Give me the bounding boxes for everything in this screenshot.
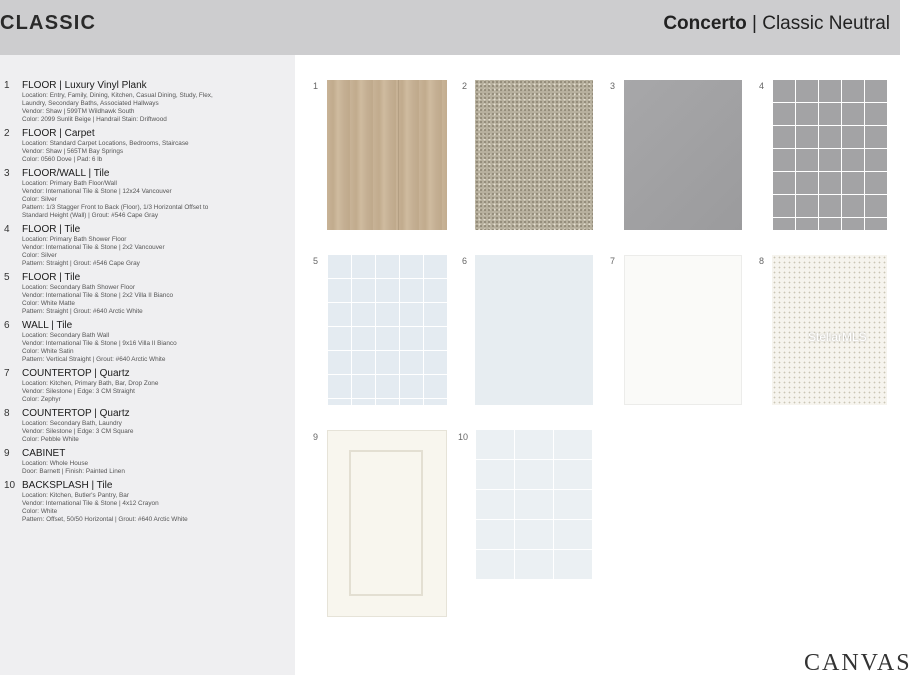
sample-number: 9 bbox=[313, 432, 319, 442]
selection-detail: Door: Barnett | Finish: Painted Linen bbox=[22, 468, 125, 475]
selection-detail: Standard Height (Wall) | Grout: #546 Cape Gray bbox=[22, 212, 159, 219]
sample-primary-shower-floor-tile bbox=[772, 80, 887, 230]
selection-detail: Color: White bbox=[22, 508, 58, 515]
selection-detail: Color: 0560 Dove | Pad: 6 lb bbox=[22, 156, 103, 163]
selection-number: 4 bbox=[4, 224, 10, 235]
canvas-logo: CANVAS bbox=[804, 650, 912, 676]
selection-item bbox=[0, 368, 295, 404]
selection-detail: Color: White Satin bbox=[22, 348, 74, 355]
selection-item bbox=[0, 272, 295, 316]
selection-detail: Vendor: Silestone | Edge: 3 CM Square bbox=[22, 428, 134, 435]
sample-secondary-shower-floor-tile bbox=[327, 255, 447, 405]
sample-wall-tile bbox=[475, 255, 593, 405]
selection-detail: Color: Silver bbox=[22, 196, 57, 203]
selection-detail: Pattern: 1/3 Stagger Front to Back (Floor), 1/3 Horizontal Offset to bbox=[22, 204, 209, 211]
collection-title bbox=[663, 13, 890, 35]
sample-carpet bbox=[475, 80, 593, 230]
sample-quartz-zephyr bbox=[624, 255, 742, 405]
selection-detail: Vendor: International Tile & Stone | 2x2 Villa II Bianco bbox=[22, 292, 174, 299]
collection-separator: | bbox=[752, 13, 757, 34]
selection-detail: Pattern: Straight | Grout: #640 Arctic White bbox=[22, 308, 143, 315]
selection-number: 8 bbox=[4, 408, 10, 419]
sample-floor-wall-tile bbox=[624, 80, 742, 230]
sample-backsplash-tile bbox=[475, 430, 593, 580]
selection-item bbox=[0, 128, 295, 164]
selection-item bbox=[0, 480, 295, 524]
selection-detail: Location: Secondary Bath Wall bbox=[22, 332, 110, 339]
selection-detail: Location: Entry, Family, Dining, Kitchen, Casual Dining, Study, Flex, bbox=[22, 92, 213, 99]
selection-item bbox=[0, 408, 295, 444]
selection-number: 7 bbox=[4, 368, 10, 379]
watermark: StellarMLS bbox=[808, 330, 867, 344]
sample-number: 8 bbox=[759, 256, 765, 266]
selection-title: COUNTERTOP | Quartz bbox=[22, 408, 130, 419]
selection-number: 9 bbox=[4, 448, 10, 459]
selection-detail: Laundry, Secondary Baths, Associated Hallways bbox=[22, 100, 159, 107]
selection-detail: Vendor: International Tile & Stone | 9x16 Villa II Bianco bbox=[22, 340, 177, 347]
selection-title: FLOOR/WALL | Tile bbox=[22, 168, 110, 179]
selection-item bbox=[0, 224, 295, 268]
selection-number: 6 bbox=[4, 320, 10, 331]
selection-detail: Color: Silver bbox=[22, 252, 57, 259]
selection-title: COUNTERTOP | Quartz bbox=[22, 368, 130, 379]
selection-number: 10 bbox=[4, 480, 16, 491]
selection-title: BACKSPLASH | Tile bbox=[22, 480, 113, 491]
selection-detail: Vendor: International Tile & Stone | 4x12 Crayon bbox=[22, 500, 159, 507]
selection-title: WALL | Tile bbox=[22, 320, 73, 331]
selection-detail: Color: White Matte bbox=[22, 300, 75, 307]
sample-number: 1 bbox=[313, 81, 319, 91]
sample-number: 10 bbox=[458, 432, 469, 442]
selection-item bbox=[0, 320, 295, 364]
collection-style: Classic Neutral bbox=[762, 13, 890, 34]
sample-number: 3 bbox=[610, 81, 616, 91]
selection-detail: Vendor: Silestone | Edge: 3 CM Straight bbox=[22, 388, 135, 395]
selection-detail: Color: 2099 Sunlit Beige | Handrail Stain: Driftwood bbox=[22, 116, 167, 123]
selection-detail: Location: Secondary Bath Shower Floor bbox=[22, 284, 135, 291]
selection-number: 1 bbox=[4, 80, 10, 91]
selection-title: FLOOR | Tile bbox=[22, 224, 81, 235]
selection-title: CABINET bbox=[22, 448, 66, 459]
selection-detail: Vendor: Shaw | 599TM Wildhawk South bbox=[22, 108, 135, 115]
selection-number: 5 bbox=[4, 272, 10, 283]
selection-detail: Pattern: Vertical Straight | Grout: #640 Arctic White bbox=[22, 356, 166, 363]
selection-detail: Location: Kitchen, Primary Bath, Bar, Drop Zone bbox=[22, 380, 159, 387]
brand-title: CLASSIC bbox=[0, 12, 97, 34]
collection-name: Concerto bbox=[663, 13, 747, 34]
selection-detail: Location: Primary Bath Shower Floor bbox=[22, 236, 127, 243]
selection-number: 2 bbox=[4, 128, 10, 139]
sample-number: 7 bbox=[610, 256, 616, 266]
selection-detail: Vendor: International Tile & Stone | 2x2 Vancouver bbox=[22, 244, 165, 251]
selection-detail: Location: Secondary Bath, Laundry bbox=[22, 420, 122, 427]
selection-detail: Color: Zephyr bbox=[22, 396, 61, 403]
selection-detail: Vendor: Shaw | 565TM Bay Springs bbox=[22, 148, 124, 155]
selection-detail: Location: Standard Carpet Locations, Bedrooms, Staircase bbox=[22, 140, 189, 147]
plank-seam bbox=[398, 80, 399, 230]
selection-detail: Pattern: Offset, 50/50 Horizontal | Grout: #640 Arctic White bbox=[22, 516, 188, 523]
sample-number: 6 bbox=[462, 256, 468, 266]
selection-detail: Vendor: International Tile & Stone | 12x24 Vancouver bbox=[22, 188, 172, 195]
selection-detail: Location: Kitchen, Butler's Pantry, Bar bbox=[22, 492, 129, 499]
cabinet-panel bbox=[349, 450, 423, 596]
selection-detail: Location: Primary Bath Floor/Wall bbox=[22, 180, 117, 187]
header-bar bbox=[0, 0, 900, 55]
selection-detail: Pattern: Straight | Grout: #546 Cape Gray bbox=[22, 260, 140, 267]
selection-detail: Location: Whole House bbox=[22, 460, 89, 467]
sample-number: 4 bbox=[759, 81, 765, 91]
selection-item bbox=[0, 80, 295, 124]
selection-item bbox=[0, 448, 295, 476]
selection-detail: Color: Pebble White bbox=[22, 436, 79, 443]
selection-list bbox=[0, 80, 295, 528]
selection-number: 3 bbox=[4, 168, 10, 179]
selection-title: FLOOR | Carpet bbox=[22, 128, 95, 139]
selection-title: FLOOR | Luxury Vinyl Plank bbox=[22, 80, 147, 91]
selection-title: FLOOR | Tile bbox=[22, 272, 81, 283]
sample-number: 5 bbox=[313, 256, 319, 266]
sample-number: 2 bbox=[462, 81, 468, 91]
selection-item bbox=[0, 168, 295, 220]
sample-luxury-vinyl-plank bbox=[327, 80, 447, 230]
sample-cabinet-door bbox=[327, 430, 447, 617]
